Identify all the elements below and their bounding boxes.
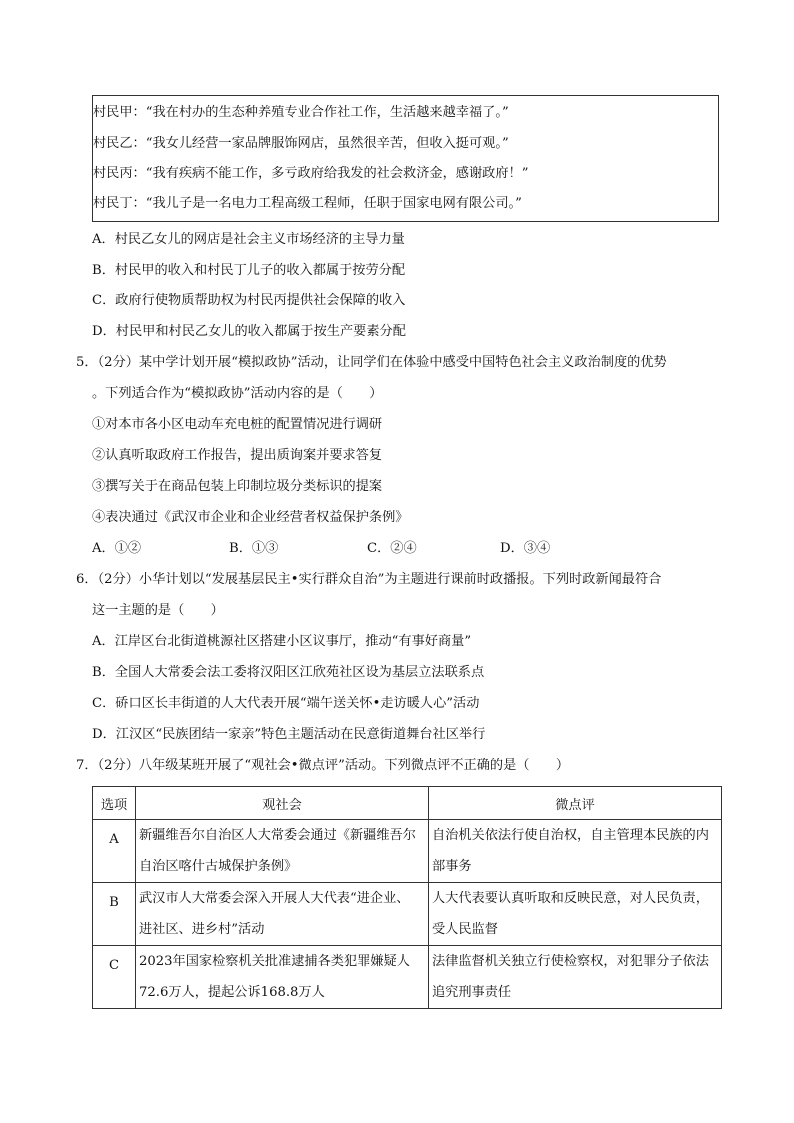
q6-stem-line2: 这一主题的是（ ）: [92, 603, 224, 618]
row-comment: [429, 883, 722, 946]
q5-item-4: ④表决通过《武汉市企业和企业经营者权益保护条例》: [92, 510, 409, 525]
q5-option-d: D．③④: [500, 541, 551, 556]
quote-box: [92, 95, 719, 222]
table-row: [93, 883, 722, 946]
q4-option-c: C．政府行使物质帮助权为村民丙提供社会保障的收入: [92, 293, 406, 308]
q5-stem-line2: 。下列适合作为“模拟政协”活动内容的是（ ）: [92, 386, 383, 401]
quote-jia: 村民甲：“我在村办的生态种养殖专业合作社工作，生活越来越幸福了。”: [93, 105, 509, 120]
q5-option-c: C．②④: [367, 541, 417, 556]
observe-line: 2023年国家检察机关批准逮捕各类犯罪嫌疑人: [139, 954, 410, 969]
observe-line: 新疆维吾尔自治区人大常委会通过《新疆维吾尔: [139, 828, 416, 843]
row-option: A: [93, 820, 136, 883]
quote-bing: 村民丙：“我有疾病不能工作，多亏政府给我发的社会救济金，感谢政府！”: [93, 166, 529, 181]
q5-option-b: B．①③: [229, 541, 279, 556]
table-row: [93, 820, 722, 883]
row-comment: [429, 820, 722, 883]
header-observe: 观社会: [136, 787, 429, 820]
observe-line: 自治区喀什古城保护条例》: [139, 859, 298, 874]
table-row: [93, 946, 722, 1009]
row-comment: [429, 946, 722, 1009]
q5-item-2: ②认真听取政府工作报告，提出质询案并要求答复: [92, 448, 383, 463]
q6-option-c: C．硚口区长丰街道的人大代表开展“端午送关怀•走访暖人心”活动: [92, 696, 480, 711]
row-observe: [136, 820, 429, 883]
comment-line: 受人民监督: [432, 922, 498, 937]
comment-line: 追究刑事责任: [432, 985, 512, 1000]
quote-yi: 村民乙：“我女儿经营一家品牌服饰网店，虽然很辛苦，但收入挺可观。”: [93, 136, 509, 151]
quote-ding: 村民丁：“我儿子是一名电力工程高级工程师，任职于国家电网有限公司。”: [93, 196, 522, 211]
q6-stem-line1: 6．（2分）小华计划以“发展基层民主•实行群众自治”为主题进行课前时政播报。下列时政新闻最符合: [76, 572, 662, 587]
row-option: C: [93, 946, 136, 1009]
q6-option-b: B．全国人大常委会法工委将汉阳区江欣苑社区设为基层立法联系点: [92, 665, 485, 680]
row-observe: [136, 946, 429, 1009]
q4-option-d: D．村民甲和村民乙女儿的收入都属于按生产要素分配: [92, 324, 406, 339]
comment-line: 自治机关依法行使自治权，自主管理本民族的内: [432, 828, 709, 843]
observe-line: 进社区、进乡村”活动: [139, 922, 265, 937]
q6-option-d: D．江汉区“民族团结一家亲”特色主题活动在民意街道舞台社区举行: [92, 727, 486, 742]
q5-option-a: A．①②: [92, 541, 142, 556]
q5-item-3: ③撰写关于在商品包装上印制垃圾分类标识的提案: [92, 479, 383, 494]
row-option: B: [93, 883, 136, 946]
comment-line: 人大代表要认真听取和反映民意，对人民负责，: [432, 891, 709, 906]
table-header-row: [93, 787, 722, 820]
q4-option-b: B．村民甲的收入和村民丁儿子的收入都属于按劳分配: [92, 263, 406, 278]
q6-option-a: A．江岸区台北街道桃源社区搭建小区议事厅，推动“有事好商量”: [92, 634, 472, 649]
comment-line: 部事务: [432, 859, 472, 874]
observe-line: 武汉市人大常委会深入开展人大代表“进企业、: [139, 891, 410, 906]
header-option: 选项: [93, 787, 136, 820]
q7-stem: 7．（2分）八年级某班开展了“观社会•微点评”活动。下列微点评不正确的是（ ）: [76, 758, 570, 773]
header-comment: 微点评: [429, 787, 722, 820]
q5-stem-line1: 5．（2分）某中学计划开展“模拟政协”活动，让同学们在体验中感受中国特色社会主义政治制度的优势: [76, 355, 667, 370]
q5-item-1: ①对本市各小区电动车充电桩的配置情况进行调研: [92, 417, 383, 432]
row-observe: [136, 883, 429, 946]
comment-line: 法律监督机关独立行使检察权，对犯罪分子依法: [432, 954, 709, 969]
q4-option-a: A．村民乙女儿的网店是社会主义市场经济的主导力量: [92, 232, 405, 247]
q7-table: [92, 786, 722, 1009]
observe-line: 72.6万人，提起公诉168.8万人: [139, 985, 325, 1000]
